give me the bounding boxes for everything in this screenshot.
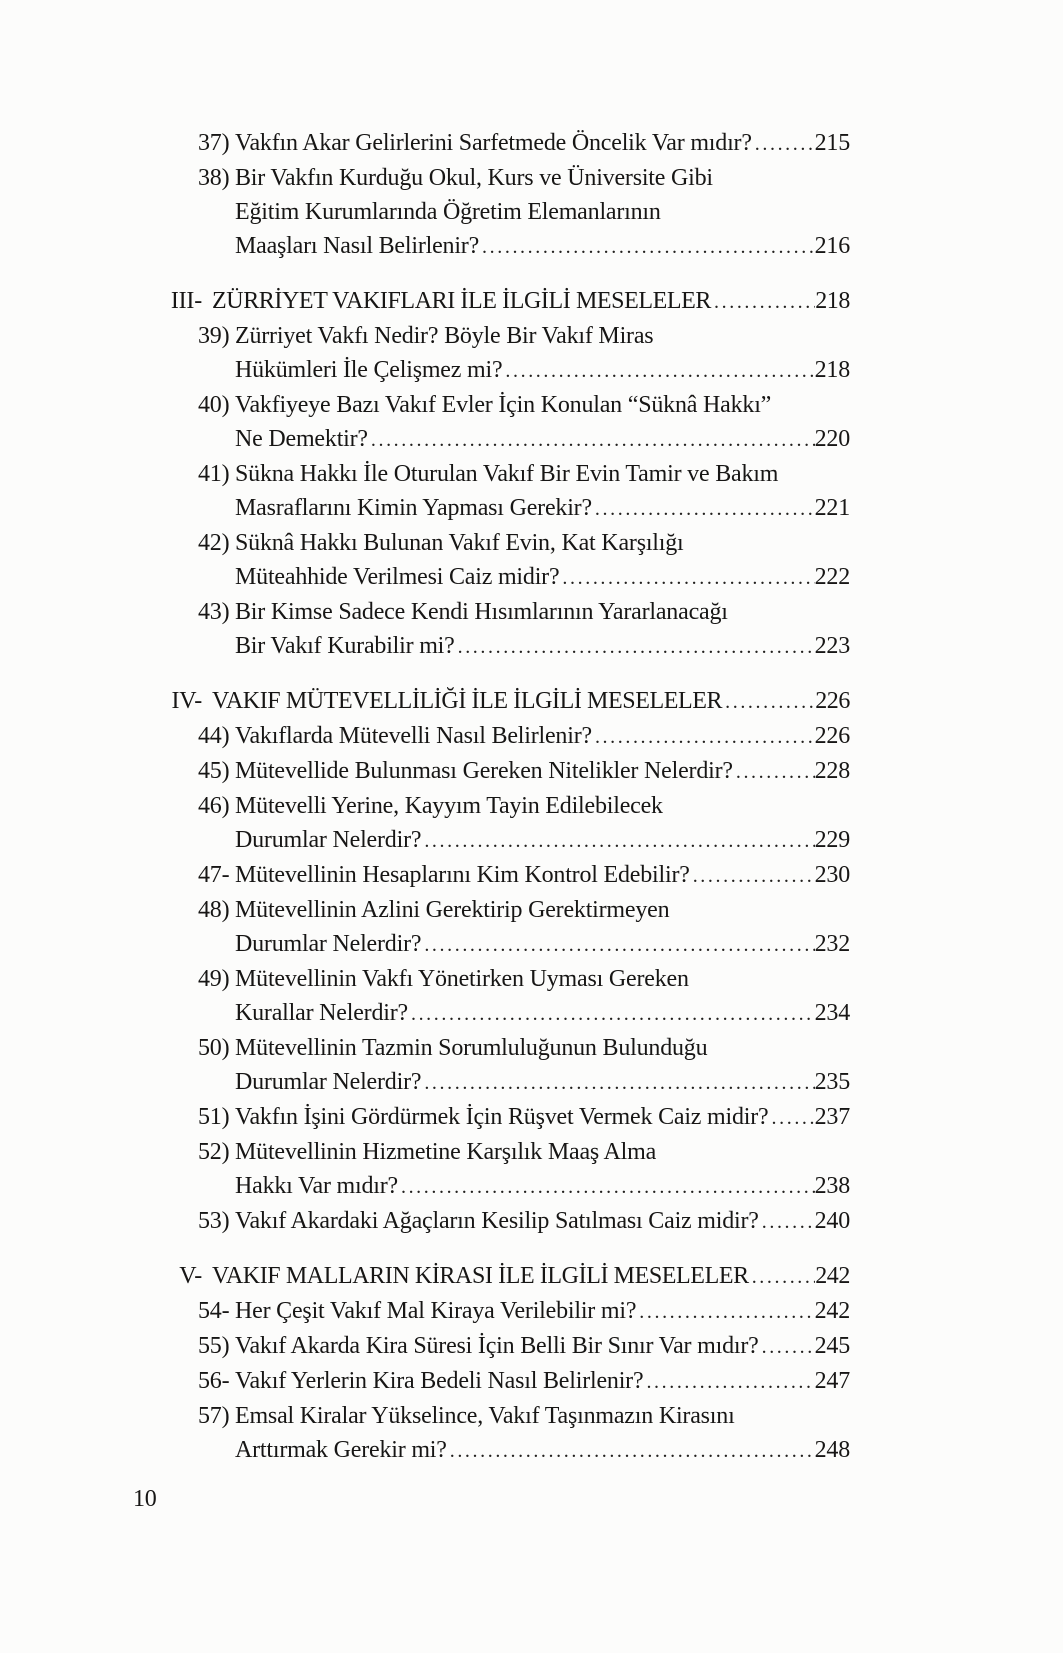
entry-page-number: 229 <box>814 827 850 853</box>
entry-last-line <box>212 284 850 319</box>
entry-last-line <box>235 560 850 595</box>
entry-body <box>235 1031 850 1100</box>
entry-line: Vakıflarda Mütevelli Nasıl Belirlenir? <box>235 723 592 749</box>
entry-line: Eğitim Kurumlarında Öğretim Elemanlarının <box>235 199 661 225</box>
entry-line: Vakıf Yerlerin Kira Bedeli Nasıl Belirlenir? <box>235 1368 644 1394</box>
entry-page-number: 248 <box>814 1437 850 1463</box>
entry-line: Her Çeşit Vakıf Mal Kiraya Verilebilir mi? <box>235 1298 637 1324</box>
dot-leader <box>502 354 814 388</box>
toc-entry-row <box>198 1135 850 1204</box>
entry-page-number: 242 <box>815 1263 850 1289</box>
entry-number: 42) <box>198 530 230 556</box>
entry-number: 44) <box>198 723 230 749</box>
entry-last-line <box>235 422 850 457</box>
entry-body <box>235 526 850 595</box>
entry-page-number: 228 <box>814 758 850 784</box>
entry-last-line <box>235 719 850 754</box>
entry-line: Maaşları Nasıl Belirlenir? <box>235 233 480 259</box>
entry-body <box>212 684 850 719</box>
entry-number: 46) <box>198 793 230 819</box>
dot-leader <box>722 685 815 719</box>
dot-leader <box>636 1295 814 1329</box>
dot-leader <box>643 1365 814 1399</box>
entry-body <box>235 1399 850 1468</box>
entry-page-number: 221 <box>814 495 850 521</box>
entry-number: 48) <box>198 897 230 923</box>
entry-line: Mütevellinin Vakfı Yönetirken Uyması Gereken <box>235 966 689 992</box>
toc-entry-row <box>198 457 850 526</box>
entry-line: VAKIF MALLARIN KİRASI İLE İLGİLİ MESELELER <box>212 1263 749 1289</box>
entry-number: 55) <box>198 1333 230 1359</box>
entry-line: Hükümleri İle Çelişmez mi? <box>235 357 503 383</box>
dot-leader <box>408 997 815 1031</box>
dot-leader <box>749 1260 815 1294</box>
entry-last-line <box>235 1100 850 1135</box>
entry-body <box>235 1100 850 1135</box>
entry-line: Vakıf Akardaki Ağaçların Kesilip Satılması Caiz midir? <box>235 1208 759 1234</box>
entry-body <box>235 754 850 789</box>
entry-number: 47- <box>198 862 230 888</box>
entry-line: Hakkı Var mıdır? <box>235 1173 398 1199</box>
dot-leader <box>447 1434 815 1468</box>
entry-number: 45) <box>198 758 230 784</box>
entry-last-line <box>235 1204 850 1239</box>
entry-body <box>235 1329 850 1364</box>
entry-body <box>235 1364 850 1399</box>
dot-leader <box>455 630 815 664</box>
entry-body <box>235 595 850 664</box>
entry-number: 50) <box>198 1035 230 1061</box>
entry-body <box>235 962 850 1031</box>
entry-line: Mütevelli Yerine, Kayyım Tayin Edilebilecek <box>235 793 663 819</box>
entry-page-number: 232 <box>814 931 850 957</box>
entry-page-number: 222 <box>814 564 850 590</box>
entry-line: Masraflarını Kimin Yapması Gerekir? <box>235 495 592 521</box>
entry-last-line <box>235 1364 850 1399</box>
entry-line: Bir Vakfın Kurduğu Okul, Kurs ve Üniversite Gibi <box>235 165 713 191</box>
entry-last-line <box>235 229 850 264</box>
toc-entry-row <box>198 319 850 388</box>
entry-body <box>235 161 850 264</box>
dot-leader <box>711 285 815 319</box>
entry-number: 53) <box>198 1208 230 1234</box>
toc-entry-row <box>198 789 850 858</box>
entry-last-line <box>235 858 850 893</box>
entry-line: Vakfın Akar Gelirlerini Sarfetmede Öncelik Var mıdır? <box>235 130 752 156</box>
entry-body <box>235 893 850 962</box>
dot-leader <box>368 423 815 457</box>
entry-body <box>235 126 850 161</box>
toc-entry-row <box>198 1294 850 1329</box>
toc-entry-row <box>198 1329 850 1364</box>
entry-page-number: 223 <box>814 633 850 659</box>
toc-entry-row <box>198 754 850 789</box>
toc-entry-row <box>198 719 850 754</box>
entry-last-line <box>235 1065 850 1100</box>
entry-line: Ne Demektir? <box>235 426 368 452</box>
dot-leader <box>690 859 815 893</box>
entry-last-line <box>235 927 850 962</box>
entry-last-line <box>235 1329 850 1364</box>
entry-last-line <box>212 684 850 719</box>
toc-entry-row <box>198 893 850 962</box>
toc-entry-row <box>198 1399 850 1468</box>
entry-last-line <box>235 1433 850 1468</box>
entry-page-number: 242 <box>814 1298 850 1324</box>
entry-page-number: 226 <box>814 723 850 749</box>
entry-last-line <box>235 491 850 526</box>
entry-page-number: 218 <box>814 357 850 383</box>
entry-line: VAKIF MÜTEVELLİLİĞİ İLE İLGİLİ MESELELER <box>212 688 723 714</box>
entry-line: Kurallar Nelerdir? <box>235 1000 408 1026</box>
entry-page-number: 218 <box>815 288 850 314</box>
dot-leader <box>752 127 815 161</box>
toc-entry-row <box>198 962 850 1031</box>
entry-number: 52) <box>198 1139 230 1165</box>
entry-body <box>212 284 850 319</box>
entry-page-number: 234 <box>814 1000 850 1026</box>
entry-line: ZÜRRİYET VAKIFLARI İLE İLGİLİ MESELELER <box>212 288 712 314</box>
entry-line: Vakıf Akarda Kira Süresi İçin Belli Bir Sınır Var mıdır? <box>235 1333 759 1359</box>
toc-entry-row <box>198 595 850 664</box>
entry-line: Emsal Kiralar Yükselince, Vakıf Taşınmazın Kirasını <box>235 1403 735 1429</box>
entry-last-line <box>235 996 850 1031</box>
dot-leader <box>421 928 814 962</box>
toc-entry-row <box>198 388 850 457</box>
toc-entry-row <box>198 126 850 161</box>
entry-last-line <box>235 629 850 664</box>
toc-entry-row <box>198 1364 850 1399</box>
entry-number: 56- <box>198 1368 230 1394</box>
toc-entry-row <box>198 1100 850 1135</box>
entry-page-number: 220 <box>814 426 850 452</box>
entry-page-number: 247 <box>814 1368 850 1394</box>
entry-line: Mütevellide Bulunması Gereken Nitelikler Nelerdir? <box>235 758 733 784</box>
entry-body <box>235 388 850 457</box>
entry-body <box>235 789 850 858</box>
toc-entry-row <box>198 1204 850 1239</box>
dot-leader <box>759 1205 815 1239</box>
entry-line: Bir Kimse Sadece Kendi Hısımlarının Yararlanacağı <box>235 599 728 625</box>
entry-page-number: 230 <box>814 862 850 888</box>
dot-leader <box>759 1330 815 1364</box>
entry-number: 49) <box>198 966 230 992</box>
page-footer-number: 10 <box>133 1486 157 1512</box>
entry-line: Süknâ Hakkı Bulunan Vakıf Evin, Kat Karşılığı <box>235 530 684 556</box>
entry-page-number: 235 <box>814 1069 850 1095</box>
toc-section-row <box>162 284 850 319</box>
entry-number: 39) <box>198 323 230 349</box>
entry-body <box>235 1135 850 1204</box>
entry-line: Sükna Hakkı İle Oturulan Vakıf Bir Evin Tamir ve Bakım <box>235 461 779 487</box>
toc-entry-row <box>198 858 850 893</box>
entry-line: Durumlar Nelerdir? <box>235 1069 422 1095</box>
toc-entry-row <box>198 161 850 264</box>
entry-number: 43) <box>198 599 230 625</box>
dot-leader <box>733 755 815 789</box>
dot-leader <box>421 824 814 858</box>
dot-leader <box>592 720 815 754</box>
toc-entry-row <box>198 526 850 595</box>
entry-page-number: 245 <box>814 1333 850 1359</box>
entry-line: Vakfın İşini Gördürmek İçin Rüşvet Vermek Caiz midir? <box>235 1104 769 1130</box>
entry-line: Mütevellinin Hesaplarını Kim Kontrol Edebilir? <box>235 862 690 888</box>
entry-last-line <box>235 823 850 858</box>
entry-line: Mütevellinin Tazmin Sorumluluğunun Bulunduğu <box>235 1035 708 1061</box>
table-of-contents <box>162 126 850 1468</box>
dot-leader <box>592 492 815 526</box>
entry-last-line <box>212 1259 850 1294</box>
entry-line: Zürriyet Vakfı Nedir? Böyle Bir Vakıf Miras <box>235 323 654 349</box>
entry-page-number: 238 <box>814 1173 850 1199</box>
entry-number: 37) <box>198 130 230 156</box>
dot-leader <box>398 1170 815 1204</box>
entry-last-line <box>235 1169 850 1204</box>
entry-last-line <box>235 754 850 789</box>
entry-number: 54- <box>198 1298 230 1324</box>
entry-body <box>235 719 850 754</box>
entry-line: Durumlar Nelerdir? <box>235 827 422 853</box>
section-numeral: III- <box>170 288 202 314</box>
entry-last-line <box>235 353 850 388</box>
dot-leader <box>479 230 815 264</box>
entry-body <box>235 858 850 893</box>
toc-section-row <box>162 1259 850 1294</box>
dot-leader <box>769 1101 815 1135</box>
entry-line: Durumlar Nelerdir? <box>235 931 422 957</box>
entry-last-line <box>235 126 850 161</box>
entry-number: 51) <box>198 1104 230 1130</box>
entry-line: Mütevellinin Hizmetine Karşılık Maaş Alma <box>235 1139 657 1165</box>
entry-line: Bir Vakıf Kurabilir mi? <box>235 633 455 659</box>
entry-last-line <box>235 1294 850 1329</box>
entry-body <box>235 319 850 388</box>
entry-page-number: 237 <box>814 1104 850 1130</box>
toc-section-row <box>162 684 850 719</box>
entry-number: 38) <box>198 165 230 191</box>
entry-page-number: 215 <box>814 130 850 156</box>
entry-page-number: 240 <box>814 1208 850 1234</box>
toc-entry-row <box>198 1031 850 1100</box>
dot-leader <box>421 1066 814 1100</box>
entry-page-number: 216 <box>814 233 850 259</box>
dot-leader <box>559 561 814 595</box>
entry-page-number: 226 <box>815 688 850 714</box>
section-numeral: IV- <box>171 688 202 714</box>
entry-number: 57) <box>198 1403 230 1429</box>
entry-body <box>235 457 850 526</box>
entry-line: Müteahhide Verilmesi Caiz midir? <box>235 564 560 590</box>
entry-line: Mütevellinin Azlini Gerektirip Gerektirmeyen <box>235 897 670 923</box>
entry-body <box>235 1204 850 1239</box>
entry-number: 40) <box>198 392 230 418</box>
entry-line: Vakfiyeye Bazı Vakıf Evler İçin Konulan “Süknâ Hakkı” <box>235 392 772 418</box>
entry-body <box>212 1259 850 1294</box>
entry-body <box>235 1294 850 1329</box>
section-numeral: V- <box>179 1263 202 1289</box>
entry-line: Arttırmak Gerekir mi? <box>235 1437 447 1463</box>
entry-number: 41) <box>198 461 230 487</box>
